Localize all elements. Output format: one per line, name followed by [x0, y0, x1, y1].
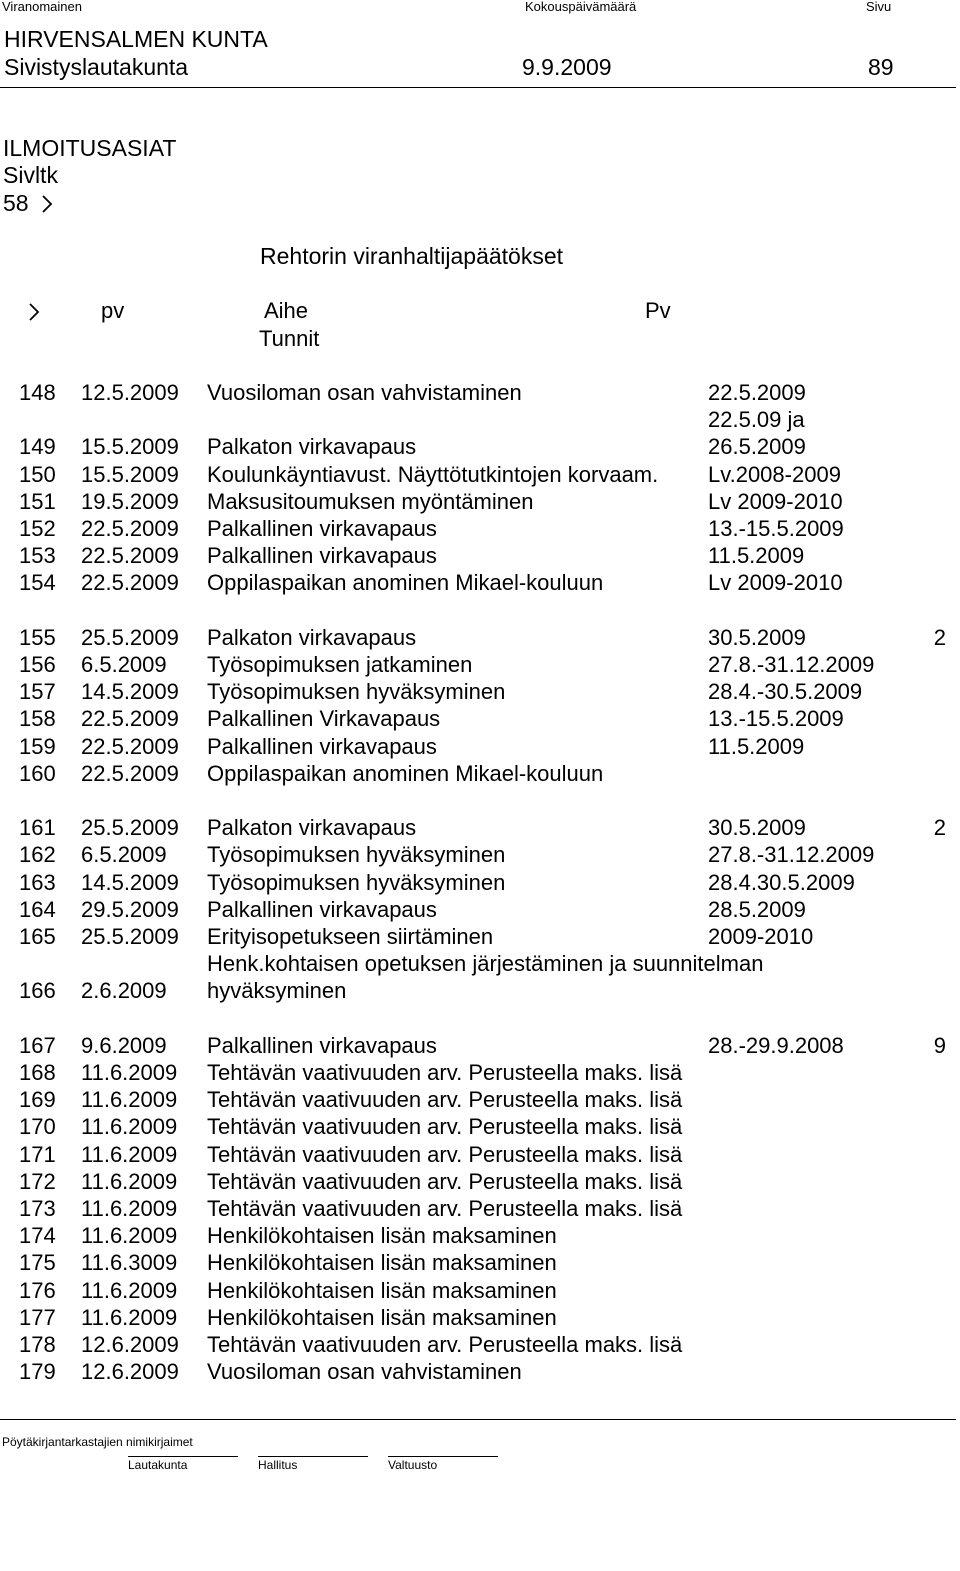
decision-subject: Maksusitoumuksen myöntäminen [207, 488, 534, 514]
section-number-line [3, 192, 53, 215]
section-title: ILMOITUSASIAT [3, 135, 177, 161]
decision-number: 150 [19, 461, 56, 487]
header-label-page: Sivu [866, 0, 892, 14]
signature-label-hallitus: Hallitus [258, 1458, 298, 1472]
decision-number: 172 [19, 1168, 56, 1194]
table-row [0, 950, 960, 977]
decision-hours: 9 [933, 1032, 946, 1058]
footer-label: Pöytäkirjantarkastajien nimikirjaimet [2, 1435, 193, 1449]
decision-date: 6.5.2009 [81, 842, 167, 868]
table-row [0, 542, 960, 569]
section-subtitle: Rehtorin viranhaltijapäätökset [260, 243, 564, 269]
table-row [0, 760, 960, 787]
table-row [0, 814, 960, 841]
decision-date: 6.5.2009 [81, 652, 167, 677]
decision-date: 22.5.2009 [81, 543, 179, 569]
decision-date: 22.5.2009 [81, 760, 179, 786]
decision-date: 11.6.2009 [81, 1141, 178, 1167]
table-row [0, 841, 960, 868]
decision-subject: Tehtävän vaativuuden arv. Perusteella maks. lisä [207, 1060, 683, 1085]
decision-subject: Palkallinen virkavapaus [207, 733, 437, 759]
decision-date: 11.6.2009 [81, 1087, 178, 1113]
decision-number: 151 [19, 488, 56, 514]
decision-period: 30.5.2009 [708, 624, 806, 650]
decision-subject: Henkilökohtaisen lisän maksaminen [207, 1277, 557, 1303]
decision-date: 22.5.2009 [81, 570, 179, 596]
decision-subject: Palkaton virkavapaus [207, 624, 417, 650]
decision-number: 171 [19, 1141, 56, 1167]
decision-number: 179 [19, 1359, 56, 1385]
decision-period: 27.8.-31.12.2009 [708, 652, 875, 677]
decision-date: 12.6.2009 [81, 1359, 179, 1385]
decision-period: Lv 2009-2010 [708, 488, 843, 514]
column-header-aihe: Aihe [264, 298, 309, 323]
decision-subject: Vuosiloman osan vahvistaminen [207, 380, 522, 405]
header-rule [0, 87, 956, 88]
decision-number: 166 [19, 978, 56, 1004]
decision-number: 173 [19, 1196, 56, 1221]
decision-date: 11.6.2009 [81, 1114, 178, 1140]
decision-number: 153 [19, 543, 56, 569]
decision-hours: 2 [933, 624, 946, 650]
decision-subject: Palkallinen virkavapaus [207, 896, 437, 922]
decision-period: 28.4.30.5.2009 [708, 869, 855, 895]
table-row [0, 433, 960, 460]
decision-period: 22.5.09 ja [708, 407, 805, 433]
table-row [0, 1032, 960, 1059]
decision-subject: Työsopimuksen jatkaminen [207, 652, 473, 677]
decision-number: 155 [19, 624, 56, 650]
decision-number: 168 [19, 1060, 56, 1085]
decision-period: 11.5.2009 [708, 543, 805, 569]
decision-period: 22.5.2009 [708, 380, 806, 405]
decision-number: 162 [19, 842, 56, 868]
decision-subject: Työsopimuksen hyväksyminen [207, 869, 506, 895]
decision-date: 9.6.2009 [81, 1032, 167, 1058]
table-row [0, 1277, 960, 1304]
decision-number: 158 [19, 706, 56, 732]
signature-line-lautakunta [128, 1456, 238, 1457]
signature-label-valtuusto: Valtuusto [388, 1458, 438, 1472]
decision-subject: Tehtävän vaativuuden arv. Perusteella maks. lisä [207, 1196, 683, 1221]
table-row [0, 977, 960, 1004]
decision-number: 176 [19, 1277, 56, 1303]
signature-label-lautakunta: Lautakunta [128, 1458, 188, 1472]
decision-period: 2009-2010 [708, 924, 814, 949]
decision-subject: hyväksyminen [207, 978, 347, 1004]
decision-subject: Oppilaspaikan anominen Mikael-kouluun [207, 570, 604, 596]
decision-number: 175 [19, 1250, 56, 1276]
decision-date: 22.5.2009 [81, 706, 179, 732]
decision-date: 22.5.2009 [81, 516, 179, 541]
decision-subject: Palkallinen virkavapaus [207, 543, 437, 569]
table-row [0, 569, 960, 596]
decision-date: 11.6.2009 [81, 1277, 178, 1303]
decision-subject: Tehtävän vaativuuden arv. Perusteella maks. lisä [207, 1114, 683, 1140]
decision-date: 29.5.2009 [81, 896, 179, 922]
decision-period: 26.5.2009 [708, 434, 806, 460]
decision-subject: Oppilaspaikan anominen Mikael-kouluun [207, 760, 604, 786]
decision-subject: Henkilökohtaisen lisän maksaminen [207, 1223, 557, 1249]
decision-subject: Tehtävän vaativuuden arv. Perusteella maks. lisä [207, 1168, 683, 1194]
table-row [0, 406, 960, 433]
decision-date: 11.6.2009 [81, 1304, 178, 1330]
decision-number: 165 [19, 924, 56, 949]
decision-date: 14.5.2009 [81, 679, 179, 705]
table-row [0, 488, 960, 515]
decision-subject: Työsopimuksen hyväksyminen [207, 679, 506, 705]
table-header-bullet [28, 302, 40, 323]
signature-line-hallitus [258, 1456, 368, 1457]
table-row [0, 379, 960, 406]
decision-subject: Palkallinen virkavapaus [207, 516, 437, 541]
decision-number: 156 [19, 652, 56, 677]
decision-number: 177 [19, 1304, 56, 1330]
table-row [0, 461, 960, 488]
decision-date: 11.6.2009 [81, 1060, 178, 1085]
decision-date: 2.6.2009 [81, 978, 167, 1004]
decision-period: Lv 2009-2010 [708, 570, 843, 596]
decision-subject: Vuosiloman osan vahvistaminen [207, 1359, 522, 1385]
table-row [0, 651, 960, 678]
decision-number: 164 [19, 896, 56, 922]
decision-date: 14.5.2009 [81, 869, 179, 895]
decision-number: 157 [19, 679, 56, 705]
decision-number: 159 [19, 733, 56, 759]
decision-number: 160 [19, 760, 56, 786]
decision-subject: Henkilökohtaisen lisän maksaminen [207, 1250, 557, 1276]
decision-date: 15.5.2009 [81, 434, 179, 460]
board-name: Sivistyslautakunta [4, 54, 189, 80]
table-row [0, 896, 960, 923]
decision-date: 11.6.2009 [81, 1223, 178, 1249]
decision-number: 149 [19, 434, 56, 460]
decision-period: Lv.2008-2009 [708, 461, 841, 487]
decision-date: 25.5.2009 [81, 924, 179, 949]
decision-date: 25.5.2009 [81, 624, 179, 650]
decision-number: 178 [19, 1332, 56, 1357]
decision-period: 11.5.2009 [708, 733, 805, 759]
column-header-tunnit: Tunnit [259, 326, 320, 351]
table-row [0, 1249, 960, 1276]
decision-subject: Palkaton virkavapaus [207, 434, 417, 460]
decision-period: 28.5.2009 [708, 896, 806, 922]
column-header-pv: pv [101, 298, 125, 323]
decision-subject: Koulunkäyntiavust. Näyttötutkintojen korvaam. [207, 461, 659, 487]
signature-line-valtuusto [388, 1456, 498, 1457]
decision-number: 170 [19, 1114, 56, 1140]
table-row [0, 705, 960, 732]
meeting-date: 9.9.2009 [522, 54, 612, 80]
municipality-name: HIRVENSALMEN KUNTA [4, 26, 268, 52]
decision-subject: Tehtävän vaativuuden arv. Perusteella maks. lisä [207, 1087, 683, 1113]
right-arrowhead-bullet-icon [28, 302, 40, 322]
table-row [0, 1358, 960, 1385]
decision-subject: Erityisopetukseen siirtäminen [207, 924, 494, 949]
table-row [0, 597, 960, 624]
table-row [0, 678, 960, 705]
decision-number: 148 [19, 380, 56, 405]
table-row [0, 1304, 960, 1331]
table-row [0, 923, 960, 950]
table-row [0, 1168, 960, 1195]
decision-subject: Tehtävän vaativuuden arv. Perusteella maks. lisä [207, 1332, 683, 1357]
decision-period: 27.8.-31.12.2009 [708, 842, 875, 868]
table-row [0, 515, 960, 542]
section-ref: Sivltk [3, 162, 58, 188]
header-label-meeting-date: Kokouspäivämäärä [525, 0, 637, 14]
decision-number: 167 [19, 1032, 56, 1058]
table-row [0, 1113, 960, 1140]
page-number: 89 [868, 54, 894, 80]
table-row [0, 1195, 960, 1222]
decision-subject: Henk.kohtaisen opetuksen järjestäminen ja suunnitelman [207, 951, 764, 977]
table-row [0, 869, 960, 896]
table-row [0, 733, 960, 760]
table-row [0, 1005, 960, 1032]
decision-number: 174 [19, 1223, 56, 1249]
decision-number: 163 [19, 869, 56, 895]
decision-date: 19.5.2009 [81, 488, 179, 514]
decision-number: 152 [19, 516, 56, 541]
right-arrowhead-bullet-icon [41, 194, 53, 214]
decision-date: 22.5.2009 [81, 733, 179, 759]
decision-date: 15.5.2009 [81, 461, 179, 487]
decision-number: 169 [19, 1087, 56, 1113]
table-row [0, 624, 960, 651]
table-row [0, 1331, 960, 1358]
table-row [0, 1141, 960, 1168]
decision-subject: Työsopimuksen hyväksyminen [207, 842, 506, 868]
decision-date: 25.5.2009 [81, 815, 179, 841]
decision-subject: Palkallinen virkavapaus [207, 1032, 437, 1058]
table-row [0, 1086, 960, 1113]
section-number: 58 [3, 190, 29, 216]
decision-subject: Palkaton virkavapaus [207, 815, 417, 841]
decision-number: 161 [19, 815, 56, 841]
decision-period: 13.-15.5.2009 [708, 516, 844, 541]
column-header-pv2: Pv [645, 298, 671, 323]
decision-period: 13.-15.5.2009 [708, 706, 844, 732]
decision-date: 12.5.2009 [81, 380, 179, 405]
header-label-authority: Viranomainen [2, 0, 82, 14]
decision-subject: Tehtävän vaativuuden arv. Perusteella maks. lisä [207, 1141, 683, 1167]
table-row [0, 1059, 960, 1086]
decision-period: 28.-29.9.2008 [708, 1032, 844, 1058]
decision-subject: Palkallinen Virkavapaus [207, 706, 441, 732]
decision-date: 12.6.2009 [81, 1332, 179, 1357]
table-row [0, 787, 960, 814]
decision-subject: Henkilökohtaisen lisän maksaminen [207, 1304, 557, 1330]
decision-date: 11.6.2009 [81, 1168, 178, 1194]
footer-rule [0, 1419, 956, 1420]
decision-number: 154 [19, 570, 56, 596]
decision-date: 11.6.2009 [81, 1196, 178, 1221]
decision-period: 30.5.2009 [708, 815, 806, 841]
table-row [0, 1222, 960, 1249]
decision-period: 28.4.-30.5.2009 [708, 679, 863, 705]
decision-date: 11.6.3009 [81, 1250, 178, 1276]
decision-hours: 2 [933, 815, 946, 841]
